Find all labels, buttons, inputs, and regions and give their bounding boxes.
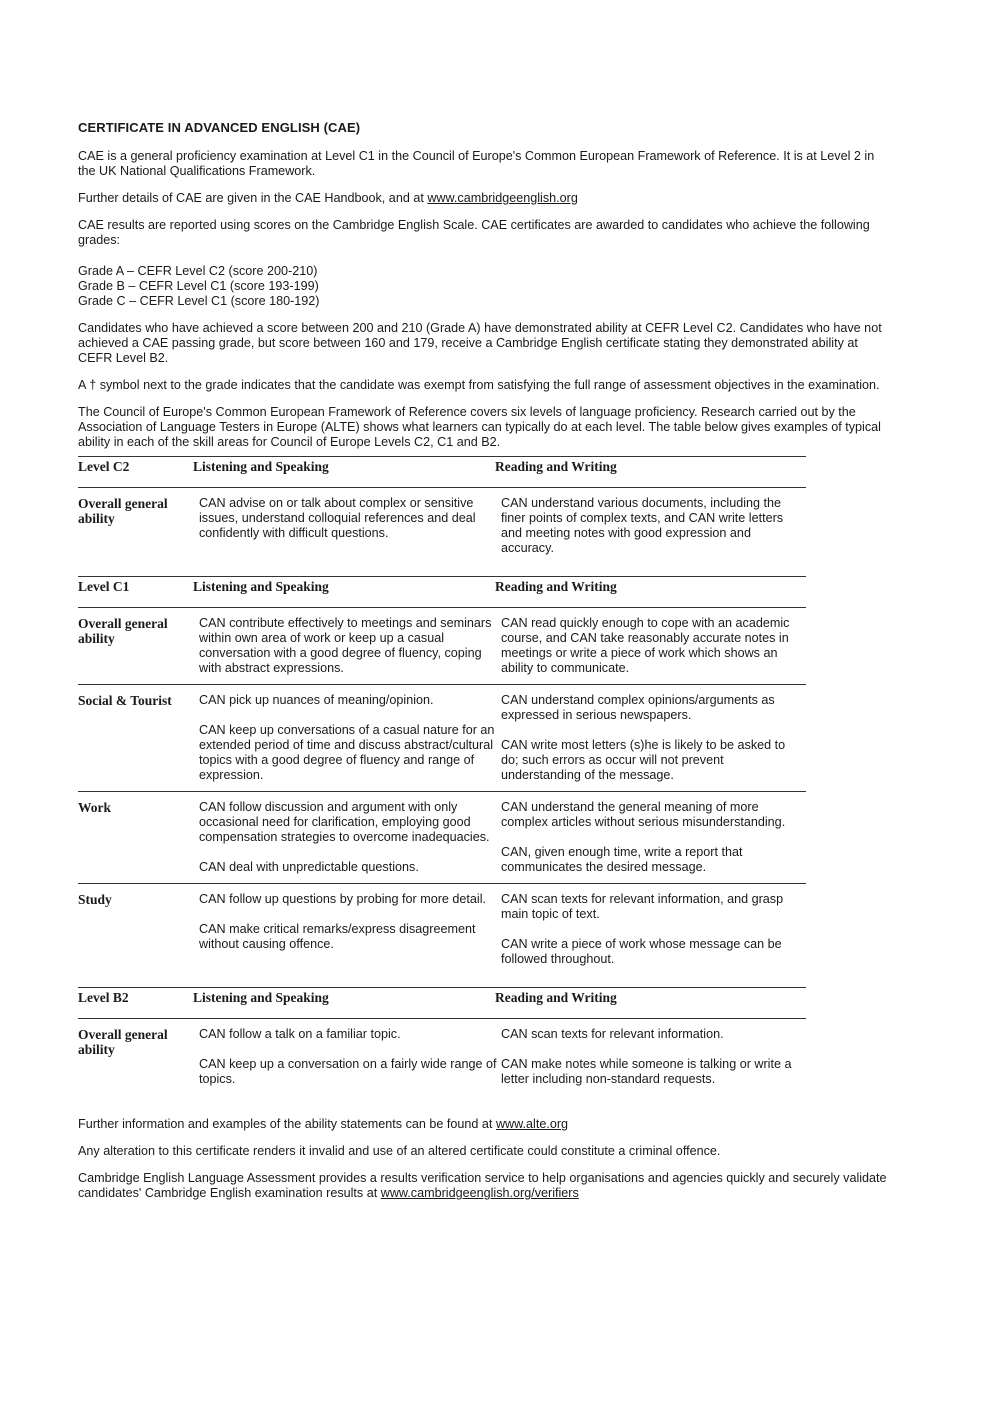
details-text: Further details of CAE are given in the CAE Handbook, and at bbox=[78, 191, 428, 205]
alte-link[interactable]: www.alte.org bbox=[495, 1117, 569, 1131]
page-title: CERTIFICATE IN ADVANCED ENGLISH (CAE) bbox=[78, 120, 361, 135]
verifiers-link[interactable]: www.cambridgeenglish.org/verifiers bbox=[380, 1186, 579, 1200]
intro-paragraph: CAE is a general proficiency examination at Level C1 in the Council of Europe's Common European Framework of Reference. It is at Level 2 in the UK National Qualifications Framework. bbox=[78, 149, 875, 178]
alteration-notice: Any alteration to this certificate renders it invalid and use of an altered certificate could constitute a criminal offence. bbox=[78, 1144, 721, 1158]
certificate-page bbox=[78, 120, 888, 1213]
table-header bbox=[78, 987, 806, 1019]
col-reading-writing: Reading and Writing bbox=[495, 579, 617, 594]
footer bbox=[78, 1117, 888, 1201]
cell-text: CAN follow up questions by probing for more detail. bbox=[199, 892, 487, 906]
cell-text: CAN keep up a conversation on a fairly wide range of topics. bbox=[199, 1057, 497, 1086]
cell-text: CAN make notes while someone is talking or write a letter including non-standard requests. bbox=[501, 1057, 792, 1086]
cell-text: CAN pick up nuances of meaning/opinion. bbox=[199, 693, 434, 707]
cell-text: CAN understand various documents, including the finer points of complex texts, and CAN write letters and meeting notes with good expression and accuracy. bbox=[501, 496, 784, 555]
row-label: Work bbox=[78, 800, 112, 815]
cell-text: CAN follow discussion and argument with only occasional need for clarification, employing good compensation strategies to overcome inadequacies. bbox=[199, 800, 490, 844]
col-listening-speaking: Listening and Speaking bbox=[193, 459, 329, 474]
details-paragraph bbox=[78, 191, 888, 206]
cambridge-link[interactable]: www.cambridgeenglish.org bbox=[427, 191, 578, 205]
table-row bbox=[78, 608, 806, 685]
row-label: Social & Tourist bbox=[78, 693, 172, 708]
section-c2 bbox=[78, 456, 806, 564]
row-label: Study bbox=[78, 892, 112, 907]
table-row bbox=[78, 884, 806, 975]
further-info-text: Further information and examples of the ability statements can be found at bbox=[78, 1117, 496, 1131]
col-listening-speaking: Listening and Speaking bbox=[193, 990, 329, 1005]
cell-text: CAN read quickly enough to cope with an academic course, and CAN take reasonably accurate notes in meetings or write a piece of work which shows an ability to communicate. bbox=[501, 616, 790, 675]
grade-b: Grade B – CEFR Level C1 (score 193-199) bbox=[78, 279, 319, 293]
results-paragraph: CAE results are reported using scores on the Cambridge English Scale. CAE certificates are awarded to candidates who achieve the following grades: bbox=[78, 218, 870, 247]
council-paragraph: The Council of Europe's Common European Framework of Reference covers six levels of language proficiency. Research carried out by the Association of Language Testers in Europe (ALTE) shows what learners can typically do at each level. The table below gives examples of typical ability in each of the skill areas for Council of Europe Levels C2, C1 and B2. bbox=[78, 405, 881, 449]
table-header bbox=[78, 456, 806, 488]
row-label: Overall general ability bbox=[78, 616, 168, 646]
symbol-note: A † symbol next to the grade indicates that the candidate was exempt from satisfying the full range of assessment objectives in the examination. bbox=[78, 378, 880, 392]
cell-text: CAN follow a talk on a familiar topic. bbox=[199, 1027, 401, 1041]
section-b2 bbox=[78, 987, 806, 1095]
cell-text: CAN, given enough time, write a report that communicates the desired message. bbox=[501, 845, 743, 874]
cell-text: CAN scan texts for relevant information, and grasp main topic of text. bbox=[501, 892, 784, 921]
cell-text: CAN keep up conversations of a casual nature for an extended period of time and discuss abstract/cultural topics with a good degree of fluency and range of expression. bbox=[199, 723, 495, 782]
cell-text: CAN write a piece of work whose message can be followed throughout. bbox=[501, 937, 782, 966]
verification-text: Cambridge English Language Assessment provides a results verification service to help organisations and agencies quickly and securely validate candidates' Cambridge English examination results at bbox=[78, 1171, 887, 1200]
col-listening-speaking: Listening and Speaking bbox=[193, 579, 329, 594]
verification-paragraph bbox=[78, 1171, 888, 1201]
grade-c: Grade C – CEFR Level C1 (score 180-192) bbox=[78, 294, 320, 308]
cell-text: CAN advise on or talk about complex or sensitive issues, understand colloquial references and deal confidently with difficult questions. bbox=[199, 496, 476, 540]
section-c1 bbox=[78, 576, 806, 975]
cell-text: CAN deal with unpredictable questions. bbox=[199, 860, 419, 874]
table-row bbox=[78, 488, 806, 564]
row-label: Overall general ability bbox=[78, 496, 168, 526]
cell-text: CAN make critical remarks/express disagreement without causing offence. bbox=[199, 922, 476, 951]
level-label: Level C2 bbox=[78, 459, 130, 474]
further-info-paragraph bbox=[78, 1117, 888, 1132]
row-label: Overall general ability bbox=[78, 1027, 168, 1057]
cell-text: CAN contribute effectively to meetings and seminars within own area of work or keep up a casual conversation with a good degree of fluency, coping with abstract expressions. bbox=[199, 616, 492, 675]
table-header bbox=[78, 576, 806, 608]
col-reading-writing: Reading and Writing bbox=[495, 459, 617, 474]
level-label: Level C1 bbox=[78, 579, 130, 594]
table-row bbox=[78, 792, 806, 884]
cell-text: CAN write most letters (s)he is likely to be asked to do; such errors as occur will not prevent understanding of the message. bbox=[501, 738, 786, 782]
grades-list bbox=[78, 264, 888, 309]
cell-text: CAN understand the general meaning of more complex articles without serious misunderstanding. bbox=[501, 800, 786, 829]
col-reading-writing: Reading and Writing bbox=[495, 990, 617, 1005]
grade-a: Grade A – CEFR Level C2 (score 200-210) bbox=[78, 264, 318, 278]
cell-text: CAN scan texts for relevant information. bbox=[501, 1027, 724, 1041]
candidates-paragraph: Candidates who have achieved a score between 200 and 210 (Grade A) have demonstrated ability at CEFR Level C2. Candidates who have not achieved a CAE passing grade, but score between 160 and 179, receive a Cambridge English certificate stating they demonstrated ability at CEFR Level B2. bbox=[78, 321, 882, 365]
table-row bbox=[78, 685, 806, 792]
ability-table bbox=[78, 456, 806, 1095]
level-label: Level B2 bbox=[78, 990, 129, 1005]
cell-text: CAN understand complex opinions/arguments as expressed in serious newspapers. bbox=[501, 693, 775, 722]
table-row bbox=[78, 1019, 806, 1095]
